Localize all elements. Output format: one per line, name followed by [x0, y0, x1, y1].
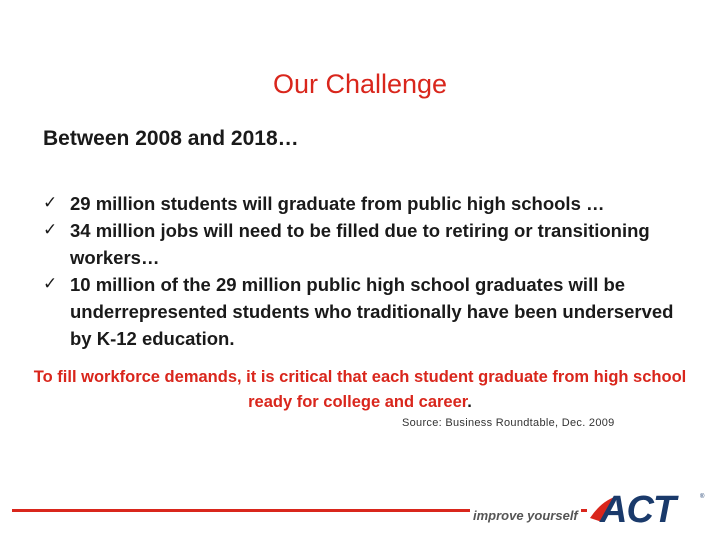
act-logo [588, 488, 708, 528]
check-icon: ✓ [43, 193, 58, 213]
callout-body: To fill workforce demands, it is critical that each student graduate from high school ready for college and career [33, 368, 687, 411]
slide-title: Our Challenge [272, 69, 448, 99]
logo-trademark: ® [700, 494, 705, 500]
bullet-text: 29 million students will graduate from public high schools … [70, 193, 605, 214]
slide-subtitle: Between 2008 and 2018… [43, 127, 299, 150]
callout-period: . [467, 393, 472, 411]
list-item [43, 190, 693, 217]
source-citation: Source: Business Roundtable, Dec. 2009 [402, 417, 615, 429]
bullet-text: 10 million of the 29 million public high school graduates will be underrepresented students who traditionally have been underserved by K-12 education. [70, 274, 674, 349]
callout-text [20, 365, 700, 415]
check-icon: ✓ [43, 220, 58, 240]
check-icon: ✓ [43, 274, 58, 294]
bullet-list [43, 190, 693, 352]
bullet-text: 34 million jobs will need to be filled due to retiring or transitioning workers… [70, 220, 650, 268]
list-item [43, 217, 693, 271]
list-item [43, 271, 693, 352]
logo-text: ACT [600, 489, 676, 528]
footer-tagline: improve yourself [470, 508, 581, 523]
